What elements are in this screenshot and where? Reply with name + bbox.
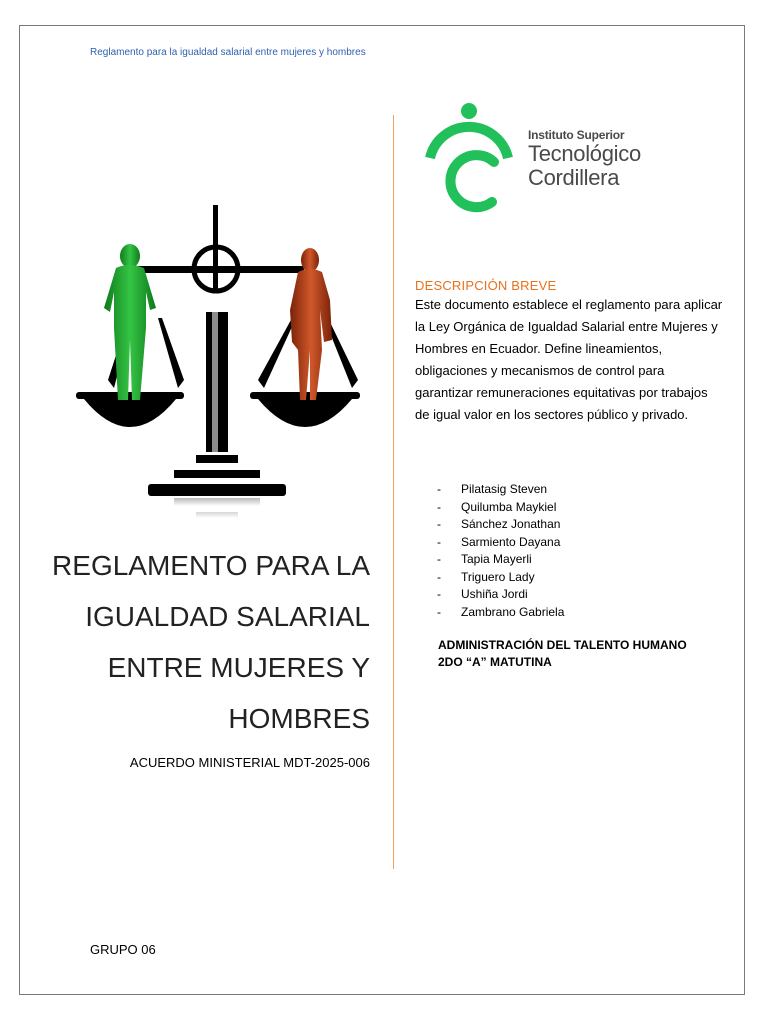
list-item: - Pilatasig Steven [437, 482, 548, 496]
course-info [438, 637, 687, 671]
course-line1: ADMINISTRACIÓN DEL TALENTO HUMANO [438, 638, 687, 652]
cover-title-line: IGUALDAD SALARIAL [85, 601, 370, 632]
member-name: Sánchez Jonathan [461, 517, 561, 531]
institute-name-line1: Instituto Superior [528, 128, 625, 142]
list-item: - Triguero Lady [437, 569, 535, 584]
institute-name-line2: Tecnológico [528, 141, 641, 166]
course-line2: 2DO “A” MATUTINA [438, 655, 552, 669]
member-name: Quilumba Maykiel [461, 499, 557, 514]
member-name: Triguero Lady [461, 569, 535, 584]
institute-name-line3: Cordillera [528, 165, 620, 190]
member-name: Pilatasig Steven [461, 482, 548, 496]
member-name: Tapia Mayerli [461, 552, 532, 566]
members-list [437, 481, 564, 621]
justice-scale-illustration [66, 200, 378, 528]
list-item: - Quilumba Maykiel [437, 499, 557, 514]
cover-subtitle: ACUERDO MINISTERIAL MDT-2025-006 [129, 755, 370, 770]
group-label: GRUPO 06 [90, 942, 156, 957]
running-header: Reglamento para la igualdad salarial entre mujeres y hombres [90, 47, 366, 58]
vertical-divider [393, 115, 394, 869]
cover-title [30, 540, 370, 744]
list-item: - Tapia Mayerli [437, 552, 532, 566]
list-item: - Ushiña Jordi [437, 587, 528, 601]
description-heading: DESCRIPCIÓN BREVE [415, 278, 557, 293]
member-name: Zambrano Gabriela [461, 604, 565, 619]
cover-title-line: ENTRE MUJERES Y [107, 652, 370, 683]
description-body: Este documento establece el reglamento para aplicar la Ley Orgánica de Igualdad Salarial entre Mujeres y Hombres en Ecuador. Define lineamientos, obligaciones y mecanismos de control para garantizar remuneraciones equitativas por trabajos de igual valor en los sectores público y privado. [415, 297, 723, 422]
member-name: Sarmiento Dayana [461, 534, 561, 549]
cover-title-line: HOMBRES [228, 703, 370, 734]
member-name: Ushiña Jordi [461, 587, 528, 601]
list-item: - Zambrano Gabriela [437, 604, 565, 619]
list-item: - Sánchez Jonathan [437, 517, 561, 531]
cover-title-line: REGLAMENTO PARA LA [52, 550, 370, 581]
list-item: - Sarmiento Dayana [437, 534, 561, 549]
institute-name [528, 128, 641, 190]
